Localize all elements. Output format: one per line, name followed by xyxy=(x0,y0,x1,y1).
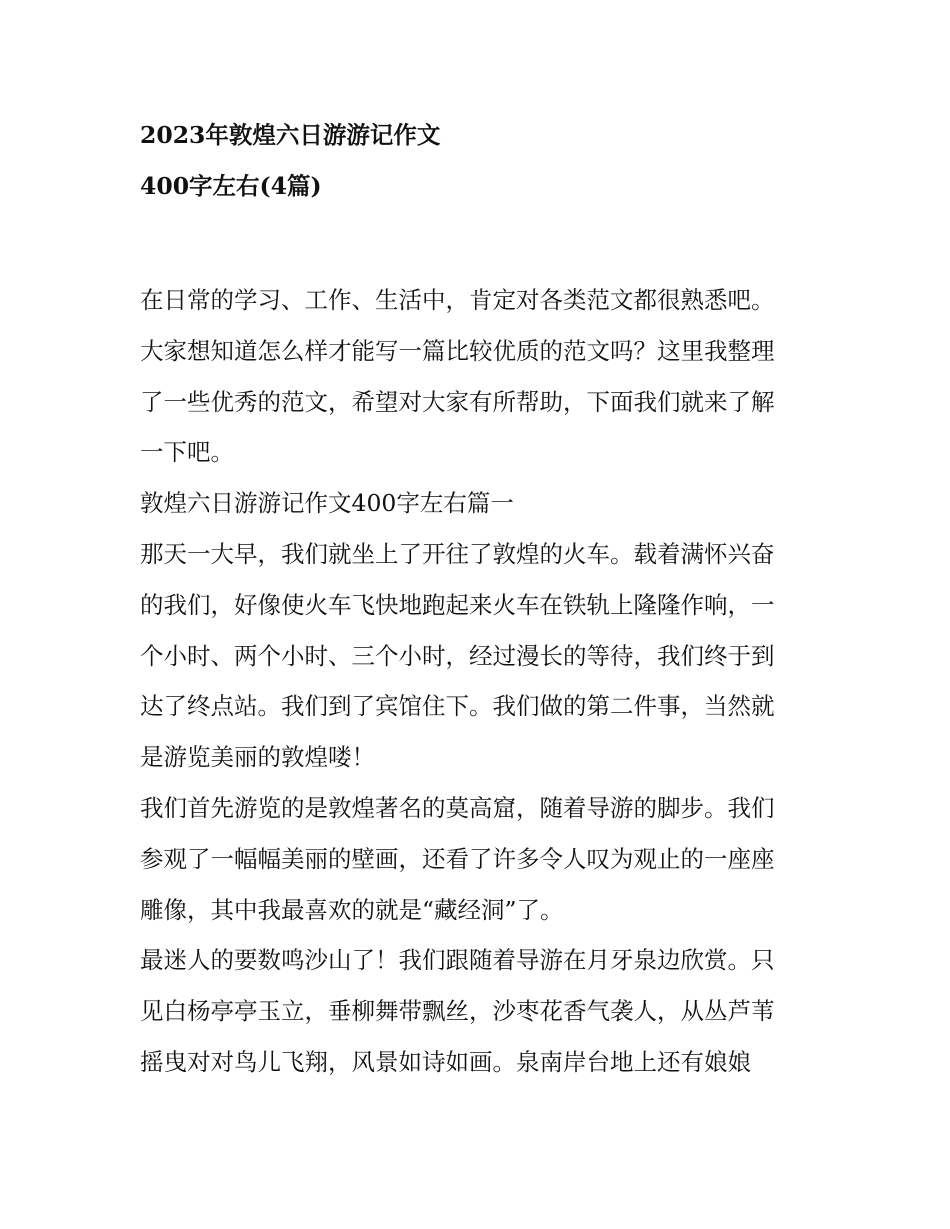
body-line: 雕像，其中我最喜欢的就是“藏经洞”了。 xyxy=(140,895,564,924)
document-body xyxy=(140,275,820,1088)
body-line: 那天一大早，我们就坐上了开往了敦煌的火车。载着满怀兴奋 xyxy=(140,539,775,568)
body-line: 一下吧。 xyxy=(140,438,234,467)
section-heading: 敦煌六日游游记作文400字左右篇一 xyxy=(140,489,514,518)
body-line: 在日常的学习、工作、生活中，肯定对各类范文都很熟悉吧。 xyxy=(140,286,775,314)
title-line-2: 400字左右(4篇) xyxy=(140,171,322,200)
body-line: 参观了一幅幅美丽的壁画，还看了许多令人叹为观止的一座座 xyxy=(140,844,775,873)
body-line: 了一些优秀的范文，希望对大家有所帮助，下面我们就来了解 xyxy=(140,387,775,416)
title-line-1: 2023年敦煌六日游游记作文 xyxy=(140,121,441,149)
body-line: 达了终点站。我们到了宾馆住下。我们做的第二件事，当然就 xyxy=(140,692,775,721)
body-line: 我们首先游览的是敦煌著名的莫高窟，随着导游的脚步。我们 xyxy=(140,793,775,822)
body-line: 摇曳对对鸟儿飞翔，风景如诗如画。泉南岸台地上还有娘娘 xyxy=(140,1047,751,1076)
body-line: 见白杨亭亭玉立，垂柳舞带飘丝，沙枣花香气袭人，从丛芦苇 xyxy=(140,997,775,1026)
body-line: 是游览美丽的敦煌喽！ xyxy=(140,743,375,772)
document-title xyxy=(140,110,820,212)
body-line: 个小时、两个小时、三个小时，经过漫长的等待，我们终于到 xyxy=(140,641,775,670)
body-line: 最迷人的要数鸣沙山了！我们跟随着导游在月牙泉边欣赏。只 xyxy=(140,946,775,975)
body-line: 大家想知道怎么样才能写一篇比较优质的范文吗？这里我整理 xyxy=(140,336,775,365)
body-line: 的我们，好像使火车飞快地跑起来火车在铁轨上隆隆作响，一 xyxy=(140,590,775,619)
